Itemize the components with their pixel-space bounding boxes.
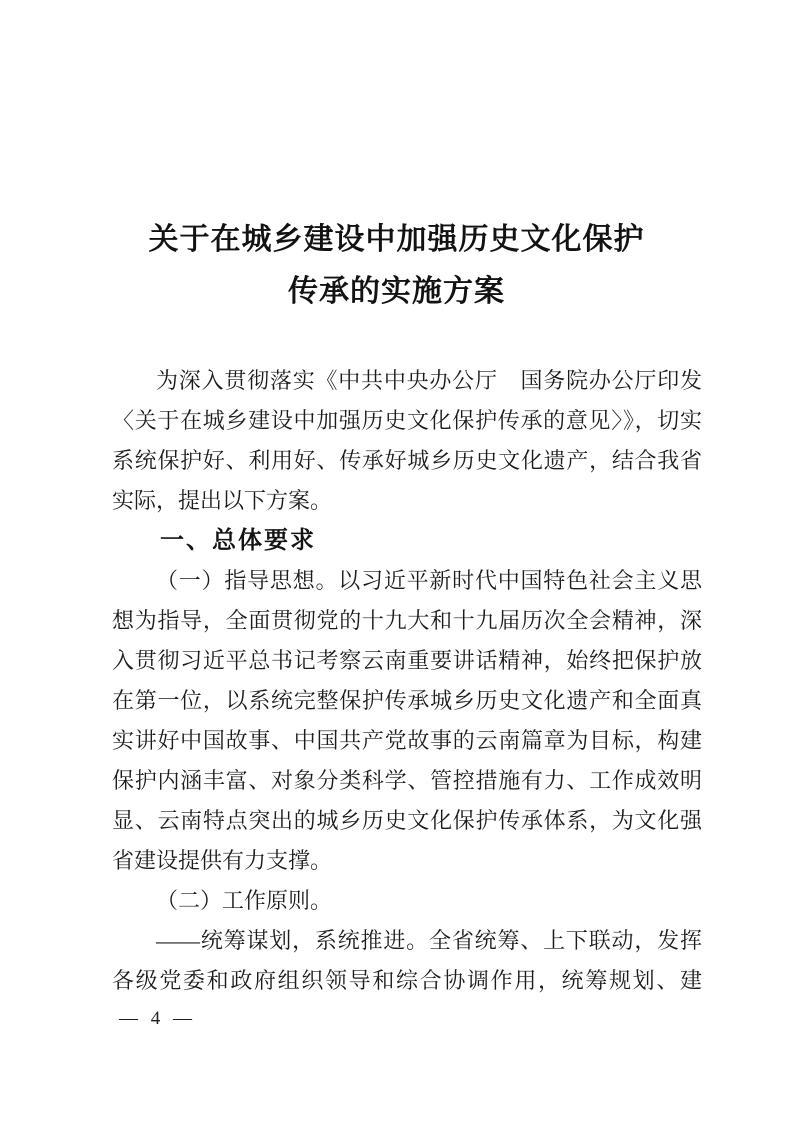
section-heading-overall-requirements: 一、总体要求: [160, 527, 316, 554]
page-number: — 4 —: [119, 1008, 193, 1029]
title-line-1: 关于在城乡建设中加强历史文化保护: [148, 223, 645, 256]
principle-overall-planning-lead: ——统筹谋划，系统推进。: [156, 928, 429, 953]
title-line-2: 传承的实施方案: [288, 275, 505, 308]
work-principles-lead: （二）工作原则。: [156, 888, 333, 913]
guiding-ideology-lead: （一）指导思想。: [156, 568, 339, 593]
paragraph-intro: 为深入贯彻落实《中共中央办公厅 国务院办公厅印发〈关于在城乡建设中加强历史文化保护传承的意见〉》，切实系统保护好、利用好、传承好城乡历史文化遗产，结合我省实际，提出以下方案。: [112, 368, 702, 513]
document-title: [0, 214, 793, 318]
paragraph-guiding-ideology: [112, 561, 702, 881]
principle-overall-planning-text: 全省统筹、上下联动，发挥各级党委和政府组织领导和综合协调作用，统筹规划、建: [112, 928, 702, 993]
paragraph-principle-overall-planning: [112, 921, 702, 1001]
paragraph-work-principles: [112, 881, 702, 921]
guiding-ideology-text: 以习近平新时代中国特色社会主义思想为指导，全面贯彻党的十九大和十九届历次全会精神，深入贯彻习近平总书记考察云南重要讲话精神，始终把保护放在第一位，以系统完整保护传承城乡历史文化遗产和全面真实讲好中国故事、中国共产党故事的云南篇章为目标，构建保护内涵丰富、对象分类科学、管控措施有力、工作成效明显、云南特点突出的城乡历史文化保护传承体系，为文化强省建设提供有力支撑。: [112, 568, 702, 873]
document-body: [112, 361, 702, 1001]
